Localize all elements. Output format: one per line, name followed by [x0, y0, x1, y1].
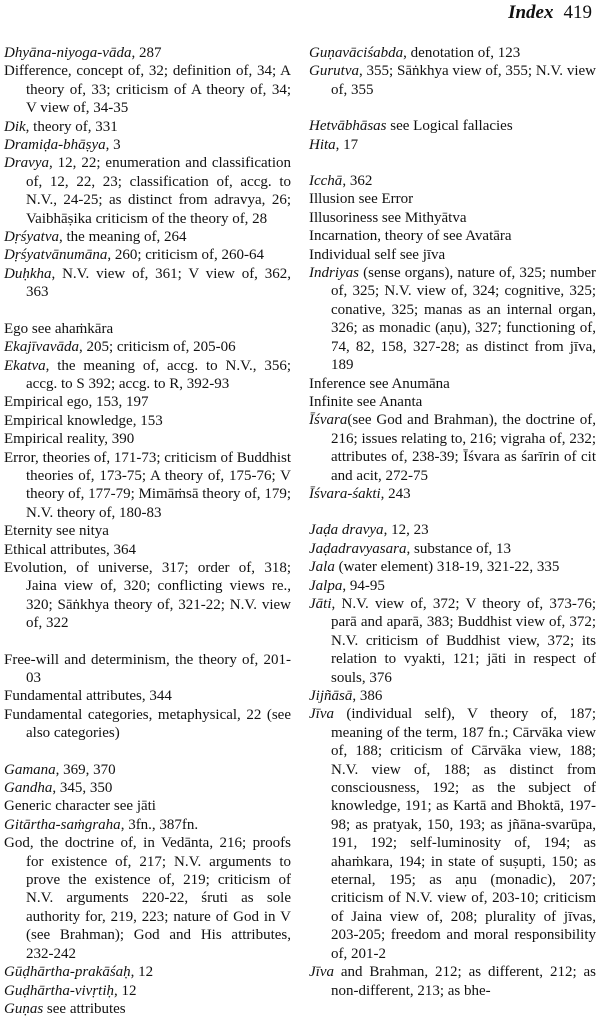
- index-entry: [309, 246, 596, 264]
- index-entry: [309, 44, 596, 62]
- index-entry-text: , 386: [352, 688, 383, 704]
- section-gap: [4, 633, 291, 651]
- index-entry-text: , the meaning of, 264: [59, 229, 187, 246]
- index-entry: [4, 449, 291, 523]
- index-headword: Dramiḍa-bhāṣya: [4, 137, 106, 154]
- index-entry: [4, 761, 291, 779]
- index-headword: Guṇavāciśabda: [309, 45, 404, 61]
- index-headword: Gūḍhārtha-prakāśaḥ: [4, 964, 131, 981]
- index-entry-text: , 369, 370: [55, 761, 116, 778]
- index-entry: [4, 393, 291, 411]
- index-entry-text: , N.V. view of, 372; V theory of, 373-76; parā and aparā, 383; Buddhist view of, 372; N.V. criticism of Buddhist view, 372; its relation to vyakti, 121; jāti in respect of souls, 376: [331, 595, 596, 686]
- index-entry: [4, 706, 291, 743]
- index-entry-text: (individual self), V theory of, 187; meaning of the term, 187 fn.; Cārvāka view of, 188; criticism of Cārvāka view, 188; N.V. view of, 188; as distinct from consciousness, 192; as the subject of knowledge, 191; as Kartā and Bhoktā, 197-98; as pratyak, 150, 193; as jñāna-svarūpa, 191, 192; self-luminosity of, 194; as ahaṁkara, 194; in state of suṣupti, 150; as eternal, 195; as aṇu (monadic), 207; criticism of N.V. view of, 203-10; criticism of Jaina view of, 208; plurality of jīvas, 203-205; freedom and moral responsibility of, 201-2: [331, 706, 596, 962]
- index-entry: [4, 338, 291, 356]
- index-entry-text: Individual self see jīva: [309, 246, 446, 263]
- index-entry: [309, 227, 596, 245]
- index-entry-text: Ethical attributes, 364: [4, 541, 137, 558]
- index-entry: [309, 375, 596, 393]
- index-entry-text: , 243: [380, 485, 411, 502]
- index-headword: Hetvābhāsas: [309, 118, 387, 135]
- index-entry-text: Illusoriness see Mithyātva: [309, 209, 467, 226]
- index-entry-text: Illusion see Error: [309, 191, 414, 208]
- index-entry-text: , substance of, 13: [406, 540, 512, 557]
- index-entry: [309, 687, 596, 705]
- index-headword: Jīva: [309, 964, 334, 981]
- index-entry-text: , 260; criticism of, 260-64: [107, 247, 264, 264]
- index-entry-text: Difference, concept of, 32; definition of, 34; A theory of, 33; criticism of A theory of, 34; V view of, 34-35: [4, 63, 291, 117]
- section-gap: [309, 99, 596, 117]
- index-entry-text: Generic character see jāti: [4, 798, 156, 815]
- index-entry-text: , 287: [131, 45, 162, 61]
- index-entry-text: , 12: [130, 964, 154, 981]
- index-entry: [4, 136, 291, 154]
- index-entry-text: , 94-95: [342, 577, 385, 594]
- index-entry-text: , N.V. view of, 361; V view of, 362, 363: [26, 265, 291, 301]
- index-entry: [309, 136, 596, 154]
- index-column-left: [4, 44, 291, 1018]
- index-headword: Hita: [309, 136, 336, 153]
- index-headword: Jalpa: [309, 577, 343, 594]
- index-entry-text: Inference see Anumāna: [309, 375, 450, 392]
- index-entry-text: , 3: [105, 137, 121, 154]
- index-entry-text: , theory of, 331: [25, 118, 118, 135]
- index-entry: [4, 320, 291, 338]
- index-entry-text: (see God and Brahman), the doctrine of, 216; issues relating to, 216; vigraha of, 232; attributes of, 238-39; Īśvara as śarīrin of cit and acit, 272-75: [331, 412, 596, 484]
- index-entry-text: , 205; criticism of, 205-06: [78, 339, 236, 356]
- index-entry-text: , 17: [335, 136, 359, 153]
- index-headword: Dhyāna-niyoga-vāda: [4, 45, 132, 61]
- section-gap: [309, 503, 596, 521]
- index-entry: [4, 559, 291, 633]
- index-entry: [4, 522, 291, 540]
- index-entry-text: , 12, 22; enumeration and classification of, 12, 22, 23; classification of, accg. to N.V., 24-25; as distinct from adravya, 26; Vaibhāṣika criticism of the theory of, 28: [26, 155, 291, 227]
- section-gap: [4, 743, 291, 761]
- index-headword: Jīva: [309, 706, 334, 723]
- index-entry: [4, 982, 291, 1000]
- index-entry: [4, 62, 291, 117]
- index-entry-text: Empirical knowledge, 153: [4, 412, 163, 429]
- index-entry-text: , 362: [342, 173, 373, 190]
- index-entry: [4, 228, 291, 246]
- index-entry-text: Error, theories of, 171-73; criticism of Buddhist theories of, 173-75; A theory of, 175-76; V theory of, 177-79; Mimāṁsā theory of, 179; N.V. theory of, 180-83: [4, 449, 291, 521]
- index-entry: [4, 834, 291, 963]
- index-entry: [4, 651, 291, 688]
- index-headword: Īśvara: [309, 412, 348, 429]
- index-entry: [309, 209, 596, 227]
- index-entry-text: , 345, 350: [52, 780, 113, 797]
- index-entry: [309, 540, 596, 558]
- index-headword: Dravya: [4, 155, 49, 172]
- index-headword: Icchā: [309, 173, 343, 190]
- index-entry-text: (sense organs), nature of, 325; number of, 325; N.V. view of, 324; cognitive, 325; conative, 325; manas as an internal organ, 326; as monadic (aṇu), 327; functioning of, 74, 82, 158, 327-28; as distinct from jīva, 189: [331, 265, 596, 374]
- index-entry: [4, 963, 291, 981]
- index-entry: [309, 485, 596, 503]
- index-entry-text: (water element) 318-19, 321-22, 335: [334, 559, 560, 576]
- index-entry: [309, 963, 596, 1000]
- index-entry-text: , denotation of, 123: [403, 45, 521, 61]
- index-entry-text: , 12, 23: [383, 522, 429, 539]
- index-entry: [4, 118, 291, 136]
- index-headword: Gitārtha-saṁgraha: [4, 816, 121, 833]
- index-entry-text: Incarnation, theory of see Avatāra: [309, 228, 512, 245]
- index-headword: Guḍhārtha-vivṛtiḥ: [4, 982, 114, 999]
- index-headword: Jijñāsā: [309, 688, 353, 704]
- index-entry-text: Eternity see nitya: [4, 523, 109, 540]
- index-entry: [4, 246, 291, 264]
- index-headword: Jāti: [309, 595, 332, 612]
- section-gap: [309, 154, 596, 172]
- index-entry: [4, 357, 291, 394]
- index-entry: [4, 541, 291, 559]
- index-entry-text: Infinite see Ananta: [309, 393, 423, 410]
- index-entry: [4, 44, 291, 62]
- index-entry: [4, 687, 291, 705]
- index-entry-text: , 355; Sāṅkhya view of, 355; N.V. view of, 355: [331, 63, 596, 98]
- index-headword: Jala: [309, 559, 335, 576]
- index-entry-text: Free-will and determinism, the theory of, 201-03: [4, 651, 291, 686]
- index-headword: Ekajīvavāda: [4, 339, 79, 356]
- index-entry-text: see Logical fallacies: [386, 118, 513, 135]
- index-entry: [4, 797, 291, 815]
- index-entry: [309, 411, 596, 485]
- index-headword: Gurutva: [309, 63, 359, 80]
- page-header: [508, 2, 592, 24]
- index-entry: [309, 172, 596, 190]
- index-entry: [309, 521, 596, 539]
- index-headword: Indriyas: [309, 265, 359, 282]
- index-entry: [309, 264, 596, 374]
- index-entry: [4, 265, 291, 302]
- index-entry: [4, 816, 291, 834]
- index-entry: [309, 62, 596, 99]
- index-entry: [4, 412, 291, 430]
- index-headword: Dṛśyatva: [4, 229, 59, 246]
- index-headword: Īśvara-śakti: [309, 485, 381, 502]
- section-gap: [4, 302, 291, 320]
- index-headword: Gandha: [4, 780, 53, 797]
- index-entry: [309, 190, 596, 208]
- index-entry-text: Empirical ego, 153, 197: [4, 394, 149, 411]
- index-entry-text: Fundamental attributes, 344: [4, 688, 172, 705]
- index-headword: Gamana: [4, 761, 56, 778]
- index-headword: Guṇas: [4, 1000, 44, 1017]
- index-entry-text: , the meaning of, accg. to N.V., 356; accg. to S 392; accg. to R, 392-93: [26, 357, 291, 392]
- index-entry: [309, 595, 596, 687]
- index-entry: [4, 779, 291, 797]
- index-entry-text: , 12: [114, 982, 137, 999]
- index-headword: Jaḍadravyasara: [309, 540, 407, 557]
- index-column-right: [309, 44, 596, 1000]
- index-entry-text: Evolution, of universe, 317; order of, 318; Jaina view of, 320; conflicting views re., 320; Sāṅkhya theory of, 321-22; N.V. view of, 322: [4, 559, 291, 632]
- running-title: Index: [508, 2, 554, 23]
- index-entry-text: and Brahman, 212; as different, 212; as non-different, 213; as bhe-: [331, 964, 596, 999]
- index-entry: [4, 1000, 291, 1018]
- page-number: 419: [563, 2, 592, 23]
- index-entry-text: , 3fn., 387fn.: [120, 816, 199, 833]
- index-entry: [309, 705, 596, 963]
- index-entry-text: Fundamental categories, metaphysical, 22 (see also categories): [4, 706, 291, 742]
- index-entry-text: Empirical reality, 390: [4, 431, 135, 448]
- index-entry-text: God, the doctrine of, in Vedānta, 216; proofs for existence of, 217; N.V. arguments to prove the existence of, 219; criticism of N.V. arguments 220-22, śruti as sole authority for, 219, 223; nature of God in V (see Brahman); God and His attributes, 232-242: [4, 835, 291, 962]
- index-headword: Dṛśyatvānumāna: [4, 247, 108, 264]
- index-headword: Duḥkha: [4, 265, 52, 282]
- index-headword: Dik: [4, 118, 26, 135]
- index-entry: [309, 558, 596, 576]
- index-entry: [309, 393, 596, 411]
- index-entry: [4, 430, 291, 448]
- index-entry-text: see attributes: [43, 1000, 126, 1017]
- index-entry: [4, 154, 291, 228]
- index-entry: [309, 577, 596, 595]
- index-headword: Jaḍa dravya: [309, 522, 384, 539]
- index-entry: [309, 117, 596, 135]
- index-headword: Ekatva: [4, 357, 46, 374]
- index-entry-text: Ego see ahaṁkāra: [4, 320, 114, 337]
